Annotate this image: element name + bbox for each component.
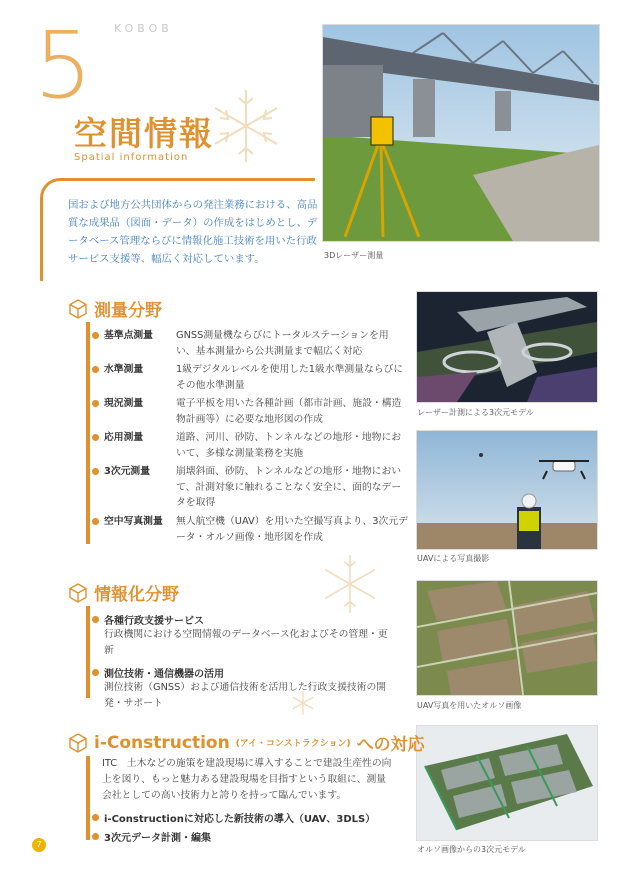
survey-row — [92, 430, 408, 464]
photo-caption: レーザー計測による3次元モデル — [417, 408, 534, 417]
section-kicker: KOBOB — [114, 22, 173, 35]
survey-row-label: 3次元測量 — [104, 466, 151, 477]
iconstruction-body: ITC 土木などの施策を建設現場に導入することで建設生産性の向上を図り、もっと魅力ある建設現場を目指すという取組に、測量会社としての高い技術力と誇りを持って臨んでいます。 — [102, 758, 392, 801]
photo-caption: UAV写真を用いたオルソ画像 — [417, 701, 522, 710]
photo-ortho-3d-model — [416, 725, 598, 841]
survey-row-label: 基準点測量 — [104, 330, 153, 341]
info-item-text: 行政機関における空間情報のデータベース化およびその管理・更新 — [104, 629, 388, 656]
hexagon-cube-icon — [68, 299, 88, 319]
survey-row — [92, 396, 408, 430]
intro-text: 国および地方公共団体からの発注業務における、高品質な成果品（図面・データ）の作成をはじめとし、データベース管理ならびに情報化施工技術を用いた行政サービス支援等、幅広く対応しています。 — [68, 199, 318, 265]
survey-row-text: 無人航空機（UAV）を用いた空撮写真より、3次元データ・オルソ画像・地形図を作成 — [176, 516, 408, 543]
iconstruction-title-tail: への対応 — [356, 735, 425, 755]
photo-caption: オルソ画像からの3次元モデル — [417, 845, 526, 854]
iconstruction-bullets — [92, 810, 402, 844]
hexagon-cube-icon — [68, 583, 88, 603]
survey-row-label: 現況測量 — [104, 398, 144, 409]
survey-title-text: 測量分野 — [94, 301, 162, 321]
photo-uav-shooting — [416, 430, 598, 550]
survey-row-text: 道路、河川、砂防、トンネルなどの地形・地物において、多様な測量業務を実施 — [176, 432, 402, 459]
iconstruction-bullet — [92, 829, 402, 844]
hexagon-cube-icon — [68, 733, 88, 753]
survey-row — [92, 328, 408, 362]
survey-row — [92, 362, 408, 396]
info-title-text: 情報化分野 — [94, 585, 179, 605]
info-item-title-text: 各種行政支援サービス — [104, 616, 204, 627]
page-subtitle: Spatial information — [74, 152, 189, 163]
survey-row — [92, 514, 408, 548]
survey-section-title — [68, 296, 162, 321]
info-items — [92, 612, 392, 712]
survey-row-text: 1級デジタルレベルを使用した1級水準測量ならびにその他水準測量 — [176, 364, 404, 391]
snowflake-icon — [318, 552, 382, 616]
page-title: 空間情報 — [74, 114, 214, 153]
iconstruction-section-bar — [86, 756, 90, 840]
page-number: 7 — [32, 838, 46, 852]
iconstruction-bullet-text: i-Constructionに対応した新技術の導入（UAV、3DLS） — [104, 814, 376, 825]
survey-row-label: 応用測量 — [104, 432, 144, 443]
iconstruction-title-reading: (アイ・コンストラクション) — [235, 739, 351, 749]
survey-row — [92, 464, 408, 514]
photo-uav-ortho — [416, 580, 598, 696]
photo-caption: 3Dレーザー測量 — [324, 251, 384, 260]
snowflake-icon — [206, 86, 286, 166]
survey-row-text: 電子平板を用いた各種計画（都市計画、施設・構造物計画等）に必要な地形図の作成 — [176, 398, 402, 425]
info-item-title — [92, 612, 392, 627]
iconstruction-bullet — [92, 810, 402, 825]
photo-caption: UAVによる写真撮影 — [417, 554, 490, 563]
info-section-bar — [86, 606, 90, 698]
snowflake-icon — [290, 690, 316, 716]
survey-rows — [92, 328, 408, 548]
survey-row-label: 空中写真測量 — [104, 516, 163, 527]
info-item-text: 測位技術（GNSS）および通信技術を活用した行政支援技術の開発・サポート — [104, 682, 387, 709]
info-item-title-text: 測位技術・通信機器の活用 — [104, 669, 224, 680]
survey-row-text: GNSS測量機ならびにトータルステーションを用い、基本測量から公共測量まで幅広く対応 — [176, 330, 389, 357]
survey-row-text: 崩壊斜面、砂防、トンネルなどの地形・地物において、計測対象に触れることなく安全に、面的なデータを取得 — [176, 466, 402, 508]
photo-3d-laser-survey — [322, 24, 600, 242]
photo-laser-3d-model — [416, 291, 598, 403]
survey-row-label: 水準測量 — [104, 364, 144, 375]
survey-section-bar — [86, 322, 90, 544]
iconstruction-title-main: i-Construction — [94, 732, 230, 753]
iconstruction-bullet-text: 3次元データ計測・編集 — [104, 833, 211, 844]
info-item-title — [92, 665, 392, 680]
section-number: 5 — [34, 12, 93, 119]
iconstruction-section-title — [68, 730, 425, 755]
info-section-title — [68, 580, 179, 605]
